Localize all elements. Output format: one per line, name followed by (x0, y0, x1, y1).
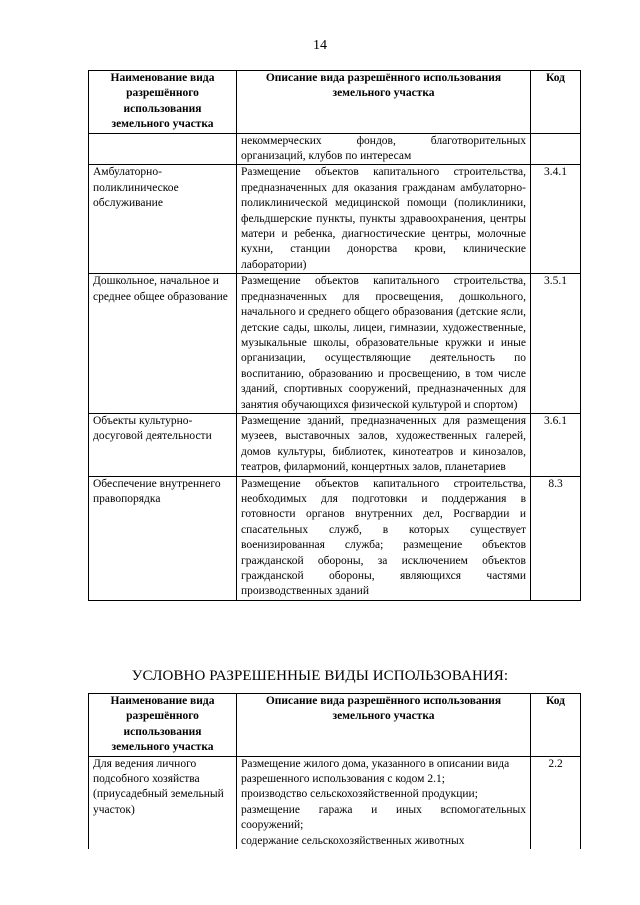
row-code: 3.6.1 (531, 413, 581, 476)
table-row (89, 274, 581, 414)
row-name (89, 133, 237, 165)
header-name: Наименование вида разрешённого использования земельного участка (89, 694, 237, 757)
row-description: Размещение объектов капитального строительства, необходимых для подготовки и поддержания в готовности органов внутренних дел, Росгвардии и спасательных служб, в которых существует военизированная служба; размещение объектов гражданской обороны, за исключением объектов гражданской обороны, являющихся частями производственных зданий (237, 476, 531, 600)
table-header-row (89, 694, 581, 757)
row-description: Размещение зданий, предназначенных для размещения музеев, выставочных залов, художественных галерей, домов культуры, библиотек, кинотеатров и кинозалов, театров, филармоний, концертных залов, планетариев (237, 413, 531, 476)
description-line: производство сельскохозяйственной продукции; (241, 788, 478, 801)
row-code: 2.2 (531, 756, 581, 849)
table-row (89, 756, 581, 849)
row-code (531, 133, 581, 165)
header-name: Наименование вида разрешённого использования земельного участка (89, 71, 237, 134)
description-line: Размещение жилого дома, указанного в описании вида разрешенного использования с кодом 2.1; (241, 757, 510, 786)
header-code: Код (531, 71, 581, 134)
description-line: размещение гаража и иных вспомогательных сооружений; (241, 803, 526, 832)
row-name: Дошкольное, начальное и среднее общее образование (89, 274, 237, 414)
header-description: Описание вида разрешённого использования земельного участка (237, 71, 531, 134)
table-row (89, 413, 581, 476)
row-description: Размещение объектов капитального строительства, предназначенных для просвещения, дошкольного, начального и среднего общего образования (детские ясли, детские сады, школы, лицеи, гимназии, художественные, музыкальные школы, образовательные кружки и иные организации, осуществляющие деятельность по воспитанию, образованию и просвещению, в том числе зданий, спортивных сооружений, предназначенных для занятия обучающихся физической культурой и спортом) (237, 274, 531, 414)
description-line: содержание сельскохозяйственных животных (241, 834, 465, 847)
row-name: Амбулаторно-поликлиническое обслуживание (89, 165, 237, 274)
table-row (89, 165, 581, 274)
row-code: 3.4.1 (531, 165, 581, 274)
table-header-row (89, 71, 581, 134)
row-code: 3.5.1 (531, 274, 581, 414)
row-name: Для ведения личного подсобного хозяйства (приусадебный земельный участок) (89, 756, 237, 849)
permitted-use-table (88, 70, 581, 601)
table-row (89, 476, 581, 600)
row-name: Обеспечение внутреннего правопорядка (89, 476, 237, 600)
header-description: Описание вида разрешённого использования земельного участка (237, 694, 531, 757)
row-description (237, 756, 531, 849)
section-heading: УСЛОВНО РАЗРЕШЕННЫЕ ВИДЫ ИСПОЛЬЗОВАНИЯ: (131, 668, 509, 684)
row-description: некоммерческих фондов, благотворительных организаций, клубов по интересам (237, 133, 531, 165)
row-name: Объекты культурно-досуговой деятельности (89, 413, 237, 476)
row-description: Размещение объектов капитального строительства, предназначенных для оказания гражданам амбулаторно-поликлинической медицинской помощи (поликлиники, фельдшерские пункты, пункты здравоохранения, центры матери и ребенка, диагностические центры, молочные кухни, станции донорства крови, клинические лаборатории) (237, 165, 531, 274)
header-code: Код (531, 694, 581, 757)
conditionally-permitted-use-table (88, 693, 581, 849)
page-number: 14 (313, 38, 327, 53)
row-code: 8.3 (531, 476, 581, 600)
table-row (89, 133, 581, 165)
